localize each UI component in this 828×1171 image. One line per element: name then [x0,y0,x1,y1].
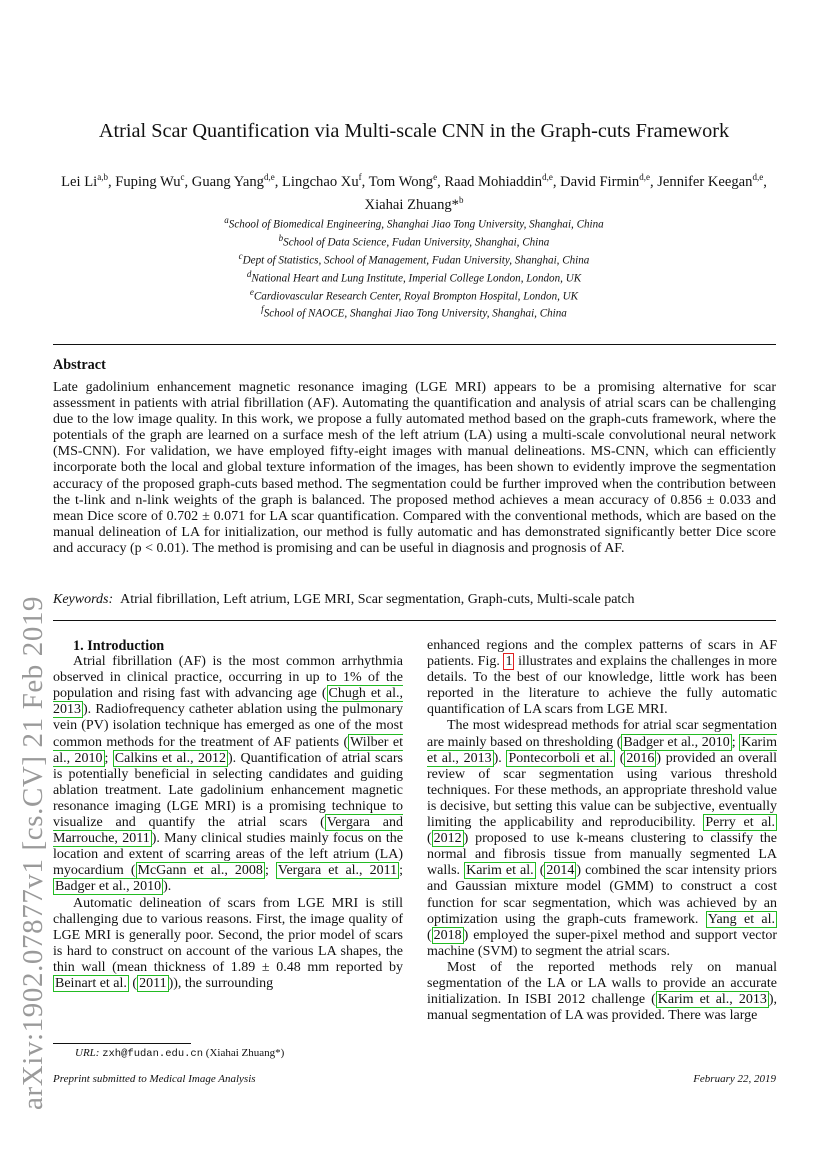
footer-preprint: Preprint submitted to Medical Image Analysis [53,1073,256,1085]
paper-title: Atrial Scar Quantification via Multi-scale CNN in the Graph-cuts Framework [98,120,730,142]
affiliation-a: $^a$School of Biomedical Engineering, Shanghai Jiao Tong University, Shanghai, China [224,215,604,231]
affiliation-f: $^f$School of NAOCE, Shanghai Jiao Tong University, Shanghai, China [261,304,567,321]
footnote-email[interactable]: zxh@fudan.edu.cn [102,1048,204,1060]
citation-link[interactable]: Badger et al., 2010 [623,734,730,750]
right-paragraph-2: The most widespread methods for atrial scar segmentation are mainly based on thresholding ( Badger et al., 2010 ; Karim et al., 2013 ). Pontecorboli et al. ( 2016 ) provided an overall review of scar segmentation using various threshold techniques. For these methods, an appropriate threshold value is decisive, but setting this value can be subjective, eventually limiting the applicability and reproducibility. Perry et al. ( 2012 ) proposed to use k-means clustering to classify the normal and fibrosis tissue from manually segmented LA walls. Karim et al. ( 2014 ) combined the scar intensity priors and Gaussian mixture model (GMM) to construct a cost function for scar segmentation, which was achieved by an optimization using the graph-cuts framework. Yang et al. ( 2018 ) employed the super-pixel method and support vector machine (SVM) to segment the atrial scars. [427,718,777,959]
abstract-heading: Abstract [53,357,106,373]
citation-link[interactable]: Vergara and Marrouche, 2011 [53,815,403,847]
affiliation-c: $^c$Dept of Statistics, School of Management, Fudan University, Shanghai, China [238,250,590,267]
left-paragraph-1: Atrial fibrillation (AF) is the most common arrhythmia observed in clinical practice, occurring in up to 1% of the population and rising fast with advancing age ( Chugh et al., 2013 ). Radiofrequency catheter ablation using the pulmonary vein (PV) isolation technique has emerged as one of the most common methods for the treatment of AF patients ( Wilber et al., 2010 ; Calkins et al., 2012 ). Quantification of atrial scars is potentially beneficial in selecting candidates and guiding ablation treatment. Late gadolinium enhancement magnetic resonance imaging (LGE MRI) is a promising technique to visualize and quantify the atrial scars ( Vergara and Marrouche, 2011 ). Many clinical studies mainly focus on the location and extent of scarring areas of the left atrium (LA) myocardium ( McGann et al., 2008 ; Vergara et al., 2011 ; Badger et al., 2010 ). [53,654,404,895]
citation-link[interactable]: Yang et al. [707,911,775,927]
figure-ref-link[interactable]: 1 [505,654,513,670]
affiliation-d: $^d$National Heart and Lung Institute, Imperial College London, London, UK [246,268,582,285]
citation-link[interactable]: Karim et al. [466,863,534,879]
citation-link[interactable]: Karim et al., 2013 [657,992,767,1008]
arxiv-side-stamp: arXiv:1902.07877v1 [cs.CV] 21 Feb 2019 [17,595,49,1110]
footnote-label: URL: [75,1047,100,1059]
citation-link[interactable]: Badger et al., 2010 [55,879,162,895]
footnote-rule [53,1043,191,1044]
citation-link[interactable]: Perry et al. [705,815,776,831]
right-paragraphs [427,638,777,1024]
footnote-name: (Xiahai Zhuang*) [205,1047,285,1059]
citation-link[interactable]: 2012 [433,831,462,847]
left-paragraph-2: Automatic delineation of scars from LGE MRI is still challenging due to various reasons. First, the image quality of LGE MRI is generally poor. Second, the prior model of scars is hard to construct on account of the various LA shapes, the thin wall (mean thickness of 1.89 ± 0.48 mm reported by Beinart et al. ( 2011 )), the surrounding [53,895,403,991]
affiliation-e: $^e$Cardiovascular Research Center, Royal Brompton Hospital, London, UK [249,286,579,303]
affiliation-b: $^b$School of Data Science, Fudan University, Shanghai, China [278,232,550,249]
right-column [427,638,777,1024]
citation-link[interactable]: 2018 [433,927,462,943]
citation-link[interactable]: McGann et al., 2008 [137,863,263,879]
section-heading: 1. Introduction [73,638,165,654]
citation-link[interactable]: Vergara et al., 2011 [277,863,398,879]
left-column [53,638,403,992]
citation-link[interactable]: Chugh et al., 2013 [53,686,404,718]
citation-link[interactable]: Karim et al., 2013 [427,734,777,766]
left-paragraphs [53,654,403,992]
citation-link[interactable]: Wilber et al., 2010 [53,734,403,766]
citation-link[interactable]: Beinart et al. [55,975,127,991]
abstract-body: Late gadolinium enhancement magnetic resonance imaging (LGE MRI) appears to be a promising alternative for scar assessment in patients with atrial fibrillation (AF). Automating the quantification and analysis of atrial scars can be challenging due to the low image quality. In this work, we propose a fully automated method based on the graph-cuts framework, where the potentials of the graph are learned on a surface mesh of the left atrium (LA) using a multi-scale convolutional neural network (MS-CNN). For validation, we have employed fifty-eight images with manual delineations. MS-CNN, which can efficiently incorporate both the local and global texture information of the images, has been shown to evidently improve the segmentation accuracy of the proposed graph-cuts based method. The segmentation could be further improved when the contribution between the t-link and n-link weights of the graph is balanced. The proposed method achieves a mean accuracy of 0.856 ± 0.033 and mean Dice score of 0.702 ± 0.071 for LA scar quantification. Compared with the conventional methods, which are based on the manual delineation of LA for initialization, our method is fully automatic and has demonstrated significantly better Dice score and accuracy (p < 0.01). The method is promising and can be useful in diagnosis and prognosis of AF. [53,380,776,556]
keywords-line [53,592,635,608]
footer-date: February 22, 2019 [693,1073,776,1085]
citation-link[interactable]: 2014 [546,863,575,879]
affiliation-list [60,214,768,321]
citation-link[interactable]: Calkins et al., 2012 [114,750,226,766]
footnote [75,1047,284,1060]
right-paragraph-1: enhanced regions and the complex patterns of scars in AF patients. Fig. 1 illustrates and explains the challenges in more details. To the best of our knowledge, little work has been reported in the literature to achieve the fully automatic quantification of LA scars from LGE MRI. [427,638,777,718]
right-paragraph-3: Most of the reported methods rely on manual segmentation of the LA or LA walls to provide an accurate initialization. In ISBI 2012 challenge ( Karim et al., 2013 ), manual segmentation of LA was provided. There was large [427,959,777,1024]
abstract-top-rule [53,344,776,345]
citation-link[interactable]: Pontecorboli et al. [508,750,614,766]
abstract-bottom-rule [53,620,776,621]
keywords-text: Atrial fibrillation, Left atrium, LGE MRI, Scar segmentation, Graph-cuts, Multi-scale patch [120,592,635,607]
citation-link[interactable]: 2011 [139,975,167,991]
keywords-label: Keywords: [53,592,114,607]
citation-link[interactable]: 2016 [626,750,655,766]
author-list: Lei Li$^{a,b}$, Fuping Wu$^c$, Guang Yang$^{d,e}$, Lingchao Xu$^f$, Tom Wong$^e$, Raad Mohiaddin$^{d,e}$, David Firmin$^{d,e}$, Jennifer Keegan$^{d,e}$, Xiahai Zhuang*$^b$ [61,172,767,213]
